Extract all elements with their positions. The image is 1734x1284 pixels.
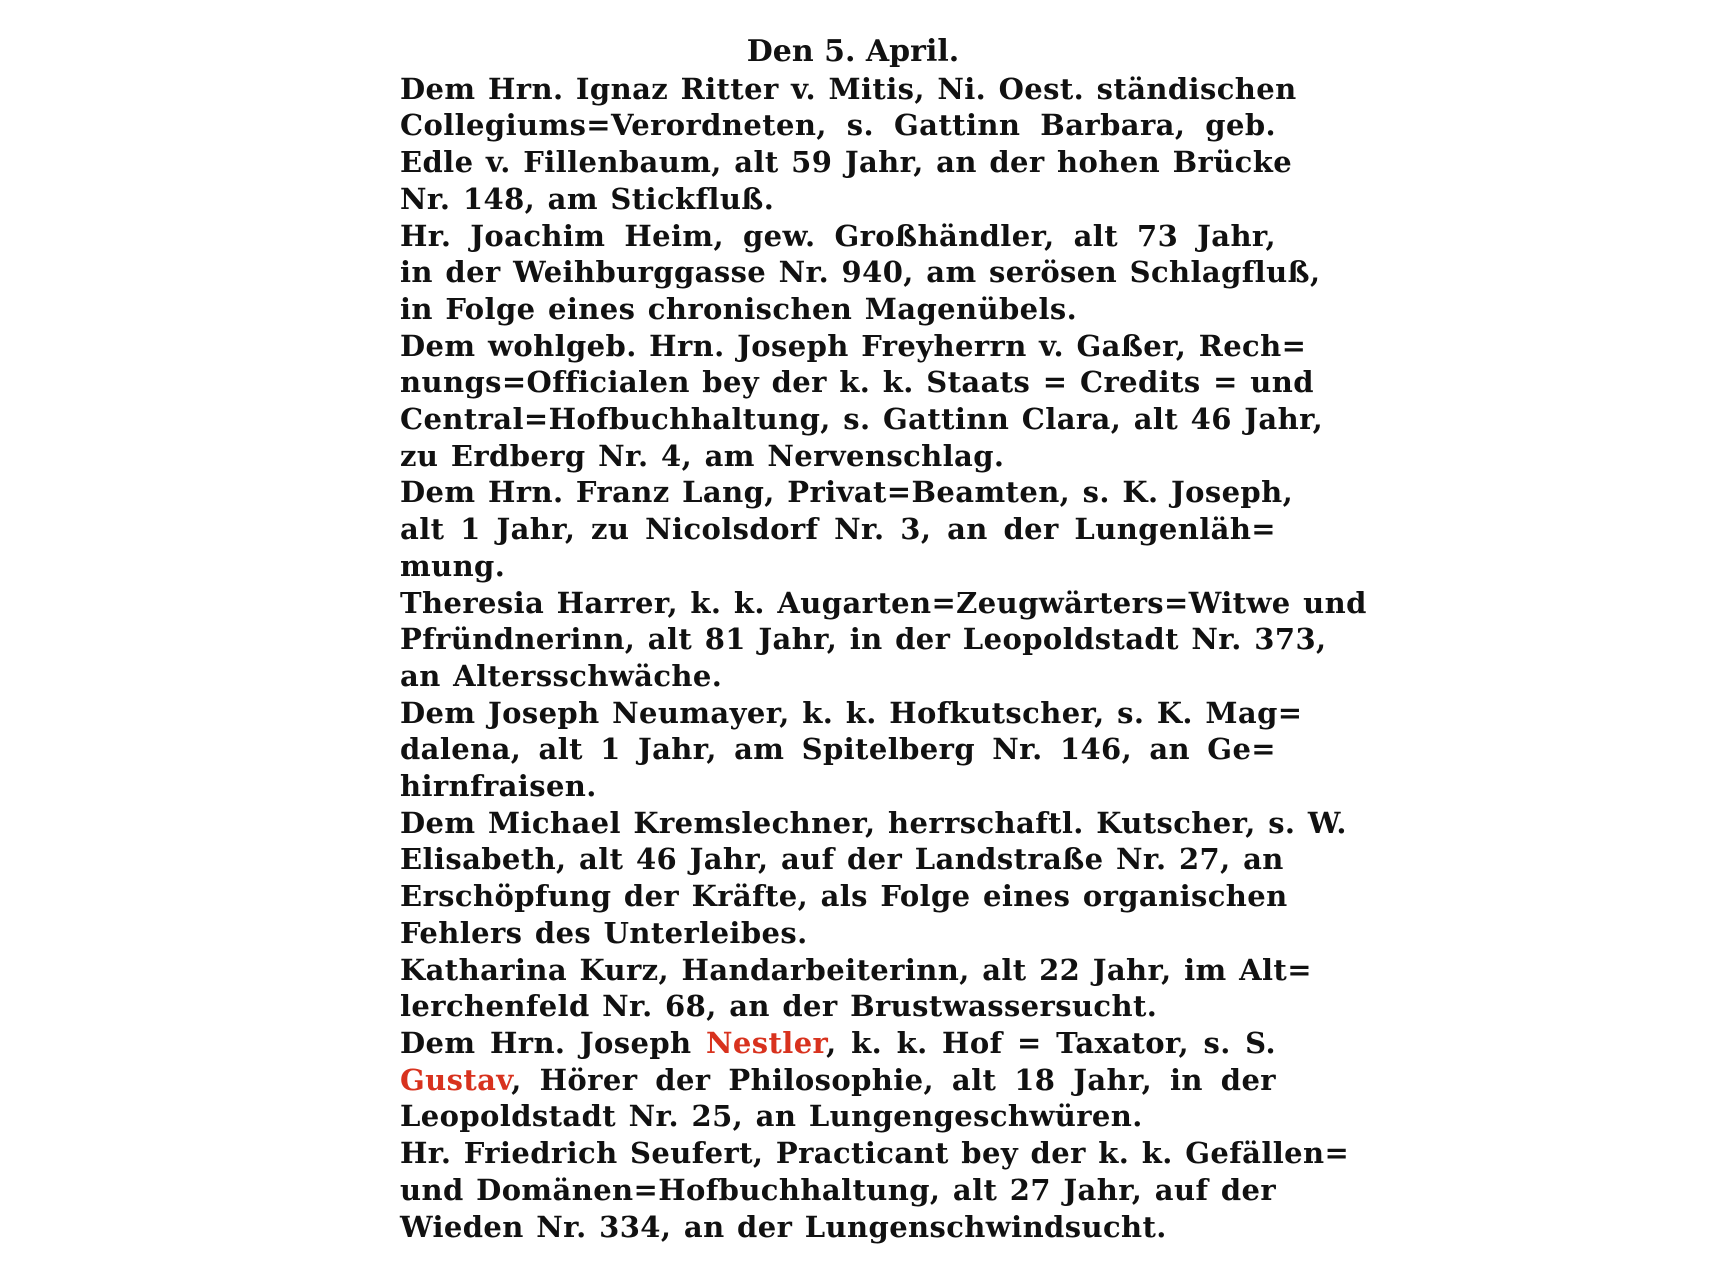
entry-line: zu Erdberg Nr. 4, am Nervenschlag. [400,438,1005,473]
highlighted-name-nestler: Nestler [706,1025,827,1060]
entry-line: Katharina Kurz, Handarbeiterinn, alt 22 Jahr, im Alt= [400,952,1312,987]
entry-text: , Hörer der Philosophie, alt 18 Jahr, in der [511,1062,1276,1097]
entry-line: alt 1 Jahr, zu Nicolsdorf Nr. 3, an der Lungenläh= [400,512,1276,547]
entry-line: Erschöpfung der Kräfte, als Folge eines organischen [400,879,1288,914]
entry-line: Leopoldstadt Nr. 25, an Lungengeschwüren. [400,1099,1143,1134]
register-entry-5 [400,585,1367,695]
entry-line: Pfründnerinn, alt 81 Jahr, in der Leopoldstadt Nr. 373, [400,622,1327,657]
entry-line: dalena, alt 1 Jahr, am Spitelberg Nr. 146, an Ge= [400,732,1276,767]
register-entry-4 [400,474,1294,584]
entry-line: Theresia Harrer, k. k. Augarten=Zeugwärters=Witwe und [400,585,1367,620]
entry-line [400,1025,1276,1062]
entry-line: Edle v. Fillenbaum, alt 59 Jahr, an der hohen Brücke [400,145,1293,180]
register-entry-2 [400,218,1321,328]
entry-line: Nr. 148, am Stickfluß. [400,181,775,216]
entry-line: Central=Hofbuchhaltung, s. Gattinn Clara, alt 46 Jahr, [400,402,1324,437]
entry-line [400,1062,1276,1099]
entry-line: Dem Hrn. Franz Lang, Privat=Beamten, s. K. Joseph, [400,475,1294,510]
entry-line: Dem Joseph Neumayer, k. k. Hofkutscher, s. K. Mag= [400,695,1303,730]
entry-line: hirnfraisen. [400,769,597,804]
register-entry-1 [400,71,1297,218]
entry-text: , k. k. Hof = Taxator, s. S. [826,1025,1276,1060]
entry-line: Hr. Friedrich Seufert, Practicant bey der k. k. Gefällen= [400,1136,1350,1171]
register-entry-8 [400,952,1312,1025]
death-register-column [400,34,1367,1245]
entry-line: Collegiums=Verordneten, s. Gattinn Barbara, geb. [400,108,1276,143]
entry-line: an Altersschwäche. [400,658,723,693]
highlighted-name-gustav: Gustav [400,1062,512,1097]
register-entry-7 [400,805,1347,952]
register-entry-10 [400,1135,1350,1245]
entry-line: Dem Michael Kremslechner, herrschaftl. Kutscher, s. W. [400,805,1347,840]
register-entry-3 [400,328,1324,475]
entry-line: und Domänen=Hofbuchhaltung, alt 27 Jahr, auf der [400,1172,1277,1207]
entry-line: in der Weihburggasse Nr. 940, am serösen Schlagfluß, [400,255,1321,290]
entry-line: Elisabeth, alt 46 Jahr, auf der Landstraße Nr. 27, an [400,842,1284,877]
entry-text: Dem Hrn. Joseph [400,1025,706,1060]
entry-line: Dem Hrn. Ignaz Ritter v. Mitis, Ni. Oest. ständischen [400,71,1297,106]
entry-line: Dem wohlgeb. Hrn. Joseph Freyherrn v. Gaßer, Rech= [400,328,1307,363]
entry-line: Fehlers des Unterleibes. [400,915,808,950]
entry-line: Hr. Joachim Heim, gew. Großhändler, alt 73 Jahr, [400,218,1276,253]
entry-line: lerchenfeld Nr. 68, an der Brustwassersucht. [400,989,1158,1024]
date-heading: Den 5. April. [746,34,960,69]
entry-line: nungs=Officialen bey der k. k. Staats = Credits = und [400,365,1314,400]
register-entry-6 [400,695,1303,805]
entry-line: in Folge eines chronischen Magenübels. [400,291,1078,326]
entry-line: Wieden Nr. 334, an der Lungenschwindsucht. [400,1209,1167,1244]
entry-line: mung. [400,548,506,583]
register-entry-9 [400,1025,1276,1135]
